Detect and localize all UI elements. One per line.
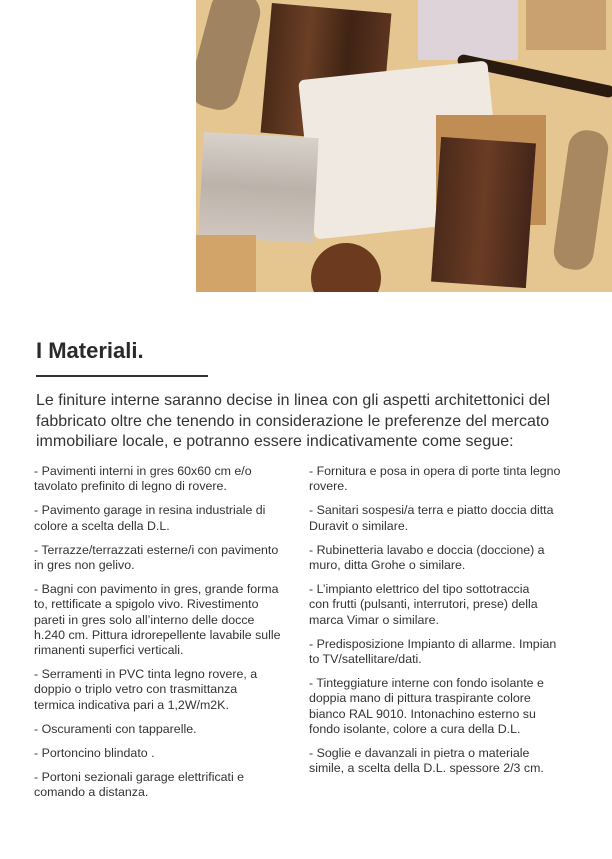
wooden-bowl [311,243,381,292]
list-item: - Rubinetteria lavabo e doccia (doccione) a muro, ditta Grohe o similare. [309,542,545,573]
list-item: - Predisposizione Impianto di allarme. Impian to TV/satellitare/dati. [309,636,557,667]
grey-wood-sample [198,132,318,243]
list-item: - Pavimenti interni in gres 60x60 cm e/o tavolato prefinito di legno di rovere. [34,464,252,494]
page-title: I Materiali. [36,338,144,363]
fabric-roll [196,0,265,114]
materials-list-left [34,464,299,810]
list-item: - Fornitura e posa in opera di porte tinta legno rovere. [309,464,561,494]
list-item: - Portoncino blindato . [34,746,155,761]
list-item: - L’impianto elettrico del tipo sottotraccia con frutti (pulsanti, interrutori, prese) della marca Vimar o similare. [309,582,538,627]
list-item: - Serramenti in PVC tinta legno rovere, a doppio o triplo vetro con trasmittanza termica indicativa pari a 1,2W/m2K. [34,667,258,712]
rope-roll [551,128,610,272]
terrazzo-sample [418,0,518,60]
list-item: - Oscuramenti con tapparelle. [34,721,197,736]
list-item: - Bagni con pavimento in gres, grande forma to, rettificate a spigolo vivo. Rivestimento pareti in gres solo all’interno delle docce h.240 cm. Pittura idrorepellente lavabile sulle rimanenti superfici verticali. [34,582,281,658]
list-item: - Sanitari sospesi/a terra e piatto doccia ditta Duravit o similare. [309,503,554,533]
cardboard-sample [196,235,256,292]
materials-list-right [309,464,574,785]
list-item: - Tinteggiature interne con fondo isolante e doppia mano di pittura traspirante colore bianco RAL 9010. Intonachino esterno su fondo isolante, colore a cura della D.L. [309,676,544,736]
tan-sample [526,0,606,50]
title-underline [36,375,208,377]
dark-wood-sample-2 [431,137,536,288]
materials-photo [196,0,612,292]
intro-paragraph: Le finiture interne saranno decise in linea con gli aspetti architettonici del fabbricato oltre che tenendo in considerazione le preferenze del mercato immobiliare locale, e potranno essere indicativamente come segue: [36,392,551,450]
list-item: - Portoni sezionali garage elettrificati e comando a distanza. [34,770,245,800]
list-item: - Pavimento garage in resina industriale di colore a scelta della D.L. [34,503,266,533]
list-item: - Terrazze/terrazzati esterne/i con pavimento in gres non gelivo. [34,542,279,573]
list-item: - Soglie e davanzali in pietra o materiale simile, a scelta della D.L. spessore 2/3 cm. [309,746,544,776]
